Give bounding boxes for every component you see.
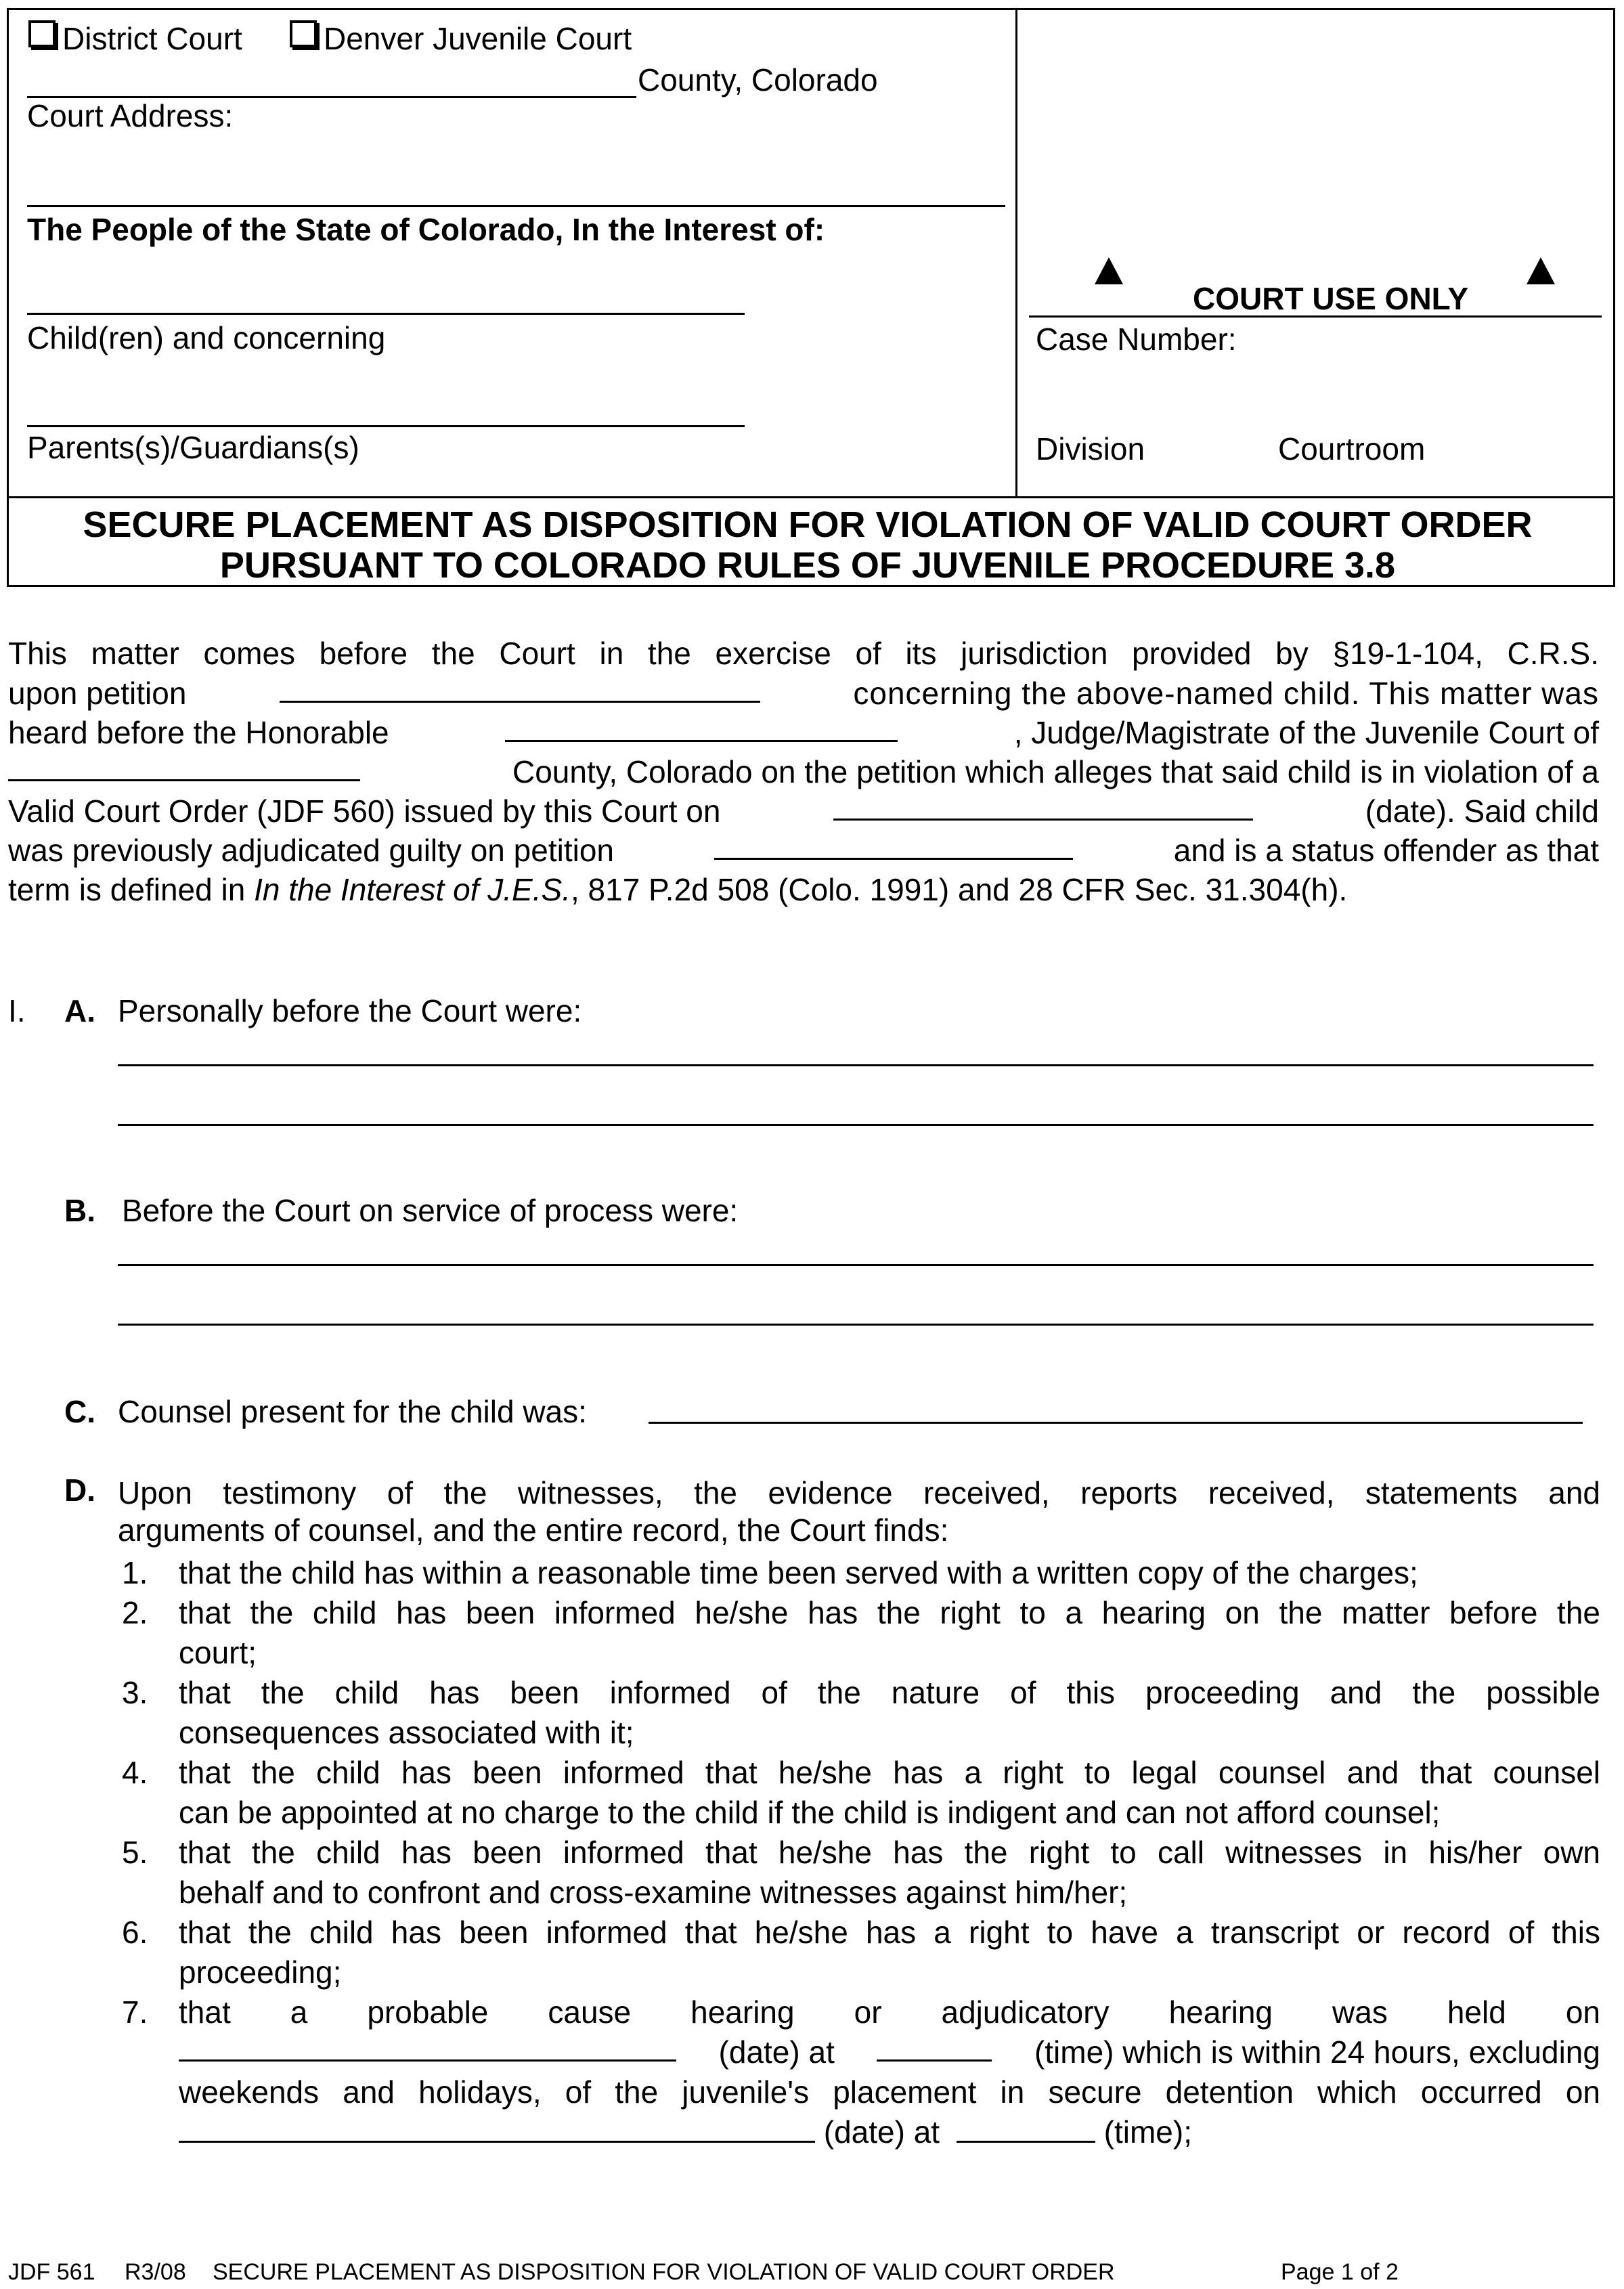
order-date-blank[interactable] [833, 793, 1253, 821]
hearing-time-blank[interactable] [877, 2034, 992, 2062]
finding-7-line-2: (date) at (time) which is within 24 hours, excluding [179, 2034, 1600, 2070]
division-label: Division [1036, 431, 1145, 466]
finding-1-line-1: that the child has within a reasonable time been served with a written copy of the charges; [179, 1555, 1418, 1590]
intro-line-3: heard before the Honorable , Judge/Magistrate of the Juvenile Court of [8, 715, 1599, 750]
intro-line-4: County, Colorado on the petition which alleges that said child is in violation of a [8, 754, 1599, 790]
finding-5-number: 5. [122, 1835, 148, 1870]
finding-3-line-2: consequences associated with it; [179, 1715, 634, 1750]
item-a-label: A. [64, 993, 95, 1028]
finding-6-line-2: proceeding; [179, 1955, 342, 1990]
prior-petition-blank[interactable] [714, 832, 1073, 860]
caption-divider [1015, 8, 1017, 497]
item-d-line-1: Upon testimony of the witnesses, the evidence received, reports received, statements and [118, 1475, 1600, 1510]
title-top-rule [7, 496, 1615, 498]
court-use-rule [1029, 315, 1602, 318]
footer-page-number: Page 1 of 2 [1281, 2259, 1399, 2285]
finding-4-number: 4. [122, 1755, 148, 1790]
finding-3-line-1: that the child has been informed of the nature of this proceeding and the possible [179, 1675, 1600, 1710]
finding-7-line-3: weekends and holidays, of the juvenile's placement in secure detention which occurred on [179, 2074, 1600, 2110]
child-name-blank[interactable] [27, 313, 745, 315]
finding-6-number: 6. [122, 1915, 148, 1950]
intro-line-6: was previously adjudicated guilty on petition and is a status offender as that [8, 833, 1599, 868]
footer-revision: R3/08 [125, 2259, 186, 2285]
finding-1-number: 1. [122, 1555, 148, 1590]
finding-4-line-2: can be appointed at no charge to the child if the child is indigent and can not afford counsel; [179, 1795, 1441, 1830]
item-a-text: Personally before the Court were: [118, 993, 582, 1028]
intro-line-1: This matter comes before the Court in the exercise of its jurisdiction provided by §19-1-104, C.R.S. [8, 636, 1599, 671]
footer-form-id: JDF 561 [8, 2259, 95, 2285]
counsel-blank[interactable] [649, 1422, 1583, 1424]
court-use-only: COURT USE ONLY [1193, 281, 1469, 316]
item-c-label: C. [64, 1394, 95, 1429]
finding-7-line-1: that a probable cause hearing or adjudicatory hearing was held on [179, 1994, 1600, 2030]
service-blank-2[interactable] [118, 1324, 1594, 1326]
up-triangle-icon [1527, 257, 1555, 284]
form-title-line-2: PURSUANT TO COLORADO RULES OF JUVENILE PROCEDURE 3.8 [219, 545, 1396, 586]
footer-form-title: SECURE PLACEMENT AS DISPOSITION FOR VIOLATION OF VALID COURT ORDER [213, 2259, 1115, 2285]
parents-label: Parents(s)/Guardians(s) [27, 430, 359, 465]
present-blank-1[interactable] [118, 1064, 1594, 1066]
finding-5-line-2: behalf and to confront and cross-examine witnesses against him/her; [179, 1875, 1128, 1910]
detention-date-blank[interactable] [179, 2115, 815, 2143]
finding-7-line-4: (date) at (time); [179, 2114, 1192, 2150]
court-address-label: Court Address: [27, 98, 234, 133]
judge-name-blank[interactable] [505, 714, 898, 742]
present-blank-2[interactable] [118, 1124, 1594, 1126]
finding-5-line-1: that the child has been informed that he/she has the right to call witnesses in his/her own [179, 1835, 1600, 1870]
county-name-blank[interactable] [8, 754, 360, 781]
denver-juvenile-court-label: Denver Juvenile Court [324, 21, 632, 56]
item-d-line-2: arguments of counsel, and the entire record, the Court finds: [118, 1512, 949, 1548]
finding-2-number: 2. [122, 1595, 148, 1630]
district-court-label: District Court [62, 21, 242, 56]
case-number-label: Case Number: [1036, 322, 1237, 357]
form-title-line-1: SECURE PLACEMENT AS DISPOSITION FOR VIOLATION OF VALID COURT ORDER [83, 504, 1533, 545]
district-court-checkbox[interactable] [28, 20, 56, 47]
finding-4-line-1: that the child has been informed that he/she has a right to legal counsel and that counsel [179, 1755, 1600, 1790]
item-b-label: B. [64, 1193, 95, 1228]
finding-2-line-2: court; [179, 1635, 257, 1670]
finding-3-number: 3. [122, 1675, 148, 1710]
intro-line-5: Valid Court Order (JDF 560) issued by this Court on (date). Said child [8, 793, 1599, 829]
finding-2-line-1: that the child has been informed he/she has the right to a hearing on the matter before the [179, 1595, 1600, 1630]
service-blank-1[interactable] [118, 1264, 1594, 1266]
intro-line-2: upon petition concerning the above-named child. This matter was [8, 676, 1599, 711]
county-label: County, Colorado [638, 62, 878, 97]
court-address-rule [27, 205, 1005, 207]
intro-line-7: term is defined in In the Interest of J.E.S., 817 P.2d 508 (Colo. 1991) and 28 CFR Sec. 31.304(h). [8, 872, 1348, 907]
item-d-label: D. [64, 1473, 95, 1508]
finding-6-line-1: that the child has been informed that he/she has a right to have a transcript or record of this [179, 1915, 1600, 1950]
item-b-text: Before the Court on service of process were: [122, 1193, 739, 1228]
children-label: Child(ren) and concerning [27, 320, 386, 355]
up-triangle-icon [1095, 257, 1123, 284]
courtroom-label: Courtroom [1278, 431, 1426, 466]
finding-7-number: 7. [122, 1994, 148, 2030]
people-heading: The People of the State of Colorado, In the Interest of: [27, 212, 825, 247]
detention-time-blank[interactable] [957, 2115, 1095, 2143]
section-roman-numeral: I. [8, 993, 26, 1028]
hearing-date-blank[interactable] [179, 2034, 676, 2062]
item-c-text: Counsel present for the child was: [118, 1394, 587, 1429]
denver-juvenile-court-checkbox[interactable] [290, 20, 317, 47]
petition-blank[interactable] [280, 675, 760, 703]
parents-name-blank[interactable] [27, 425, 745, 427]
